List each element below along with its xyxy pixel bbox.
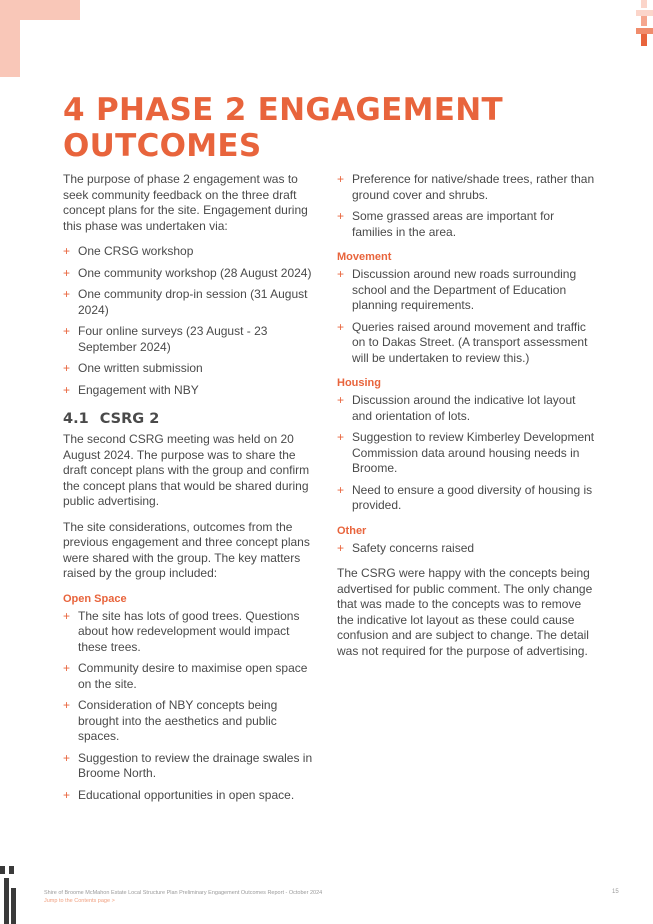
plus-bullet-icon: +: [337, 319, 345, 334]
list-item: [337, 393, 595, 424]
contents-link[interactable]: Jump to the Contents page >: [44, 898, 115, 904]
list-item: [337, 209, 595, 240]
corner-decoration-top-right: [636, 0, 653, 48]
plus-bullet-icon: +: [337, 267, 345, 281]
plus-bullet-icon: +: [63, 750, 71, 765]
plus-bullet-icon: +: [337, 172, 345, 186]
section-heading: [63, 410, 318, 428]
page-number: 15: [612, 889, 619, 895]
corner-decoration-top-left: [0, 0, 80, 77]
section-title: CSRG 2: [99, 411, 160, 427]
footer-report-title: Shire of Broome McMahon Estate Local Structure Plan Preliminary Engagement Outcomes Report - October 2024: [44, 890, 323, 896]
closing-paragraph: The CSRG were happy with the concepts being advertised for public comment. The only change that was made to the concepts was to remove the indicative lot layout as these could cause confusion and are subject to change. The detail was not required for the purpose of advertising.: [337, 566, 593, 658]
list-item: [337, 541, 595, 557]
plus-bullet-icon: +: [63, 698, 71, 712]
list-item: [63, 287, 318, 318]
list-item: [337, 430, 595, 477]
section-number: 4.1: [63, 411, 89, 427]
list-item: [337, 172, 595, 203]
list-item: [63, 751, 318, 782]
list-item: [337, 267, 595, 314]
right-column: [337, 172, 595, 669]
list-item-text: Need to ensure a good diversity of housing is provided.: [352, 482, 593, 512]
movement-heading: Movement: [337, 251, 392, 263]
list-item-text: Community desire to maximise open space on the site.: [78, 661, 308, 691]
plus-bullet-icon: +: [337, 393, 345, 407]
list-item-text: Safety concerns raised: [352, 540, 475, 555]
other-list: [337, 541, 595, 557]
open-space-list: [63, 609, 318, 804]
plus-bullet-icon: +: [63, 361, 71, 375]
list-item-text: Discussion around new roads surrounding school and the Department of Education planning requirements.: [352, 267, 577, 312]
list-item-text: Discussion around the indicative lot layout and orientation of lots.: [352, 393, 576, 423]
plus-bullet-icon: +: [337, 482, 345, 497]
plus-bullet-icon: +: [63, 244, 71, 258]
intro-paragraph: The purpose of phase 2 engagement was to seek community feedback on the three draft concept plans for the site. Engagement during this phase was undertaken via:: [63, 172, 308, 233]
list-item: [337, 320, 595, 367]
housing-heading: Housing: [337, 377, 381, 389]
plus-bullet-icon: +: [337, 209, 345, 223]
list-item: [337, 483, 595, 514]
list-item: [63, 609, 318, 656]
list-item-text: Educational opportunities in open space.: [78, 787, 295, 802]
list-item-text: Suggestion to review Kimberley Development Commission data around housing needs in Broome.: [352, 430, 595, 475]
section-paragraph-1: The second CSRG meeting was held on 20 August 2024. The purpose was to share the draft concept plans with the group and confirm the concept plans that would be shared during public advertising.: [63, 432, 310, 508]
section-paragraph-2: The site considerations, outcomes from the previous engagement and three concept plans were shared with the group. The key matters raised by the group included:: [63, 519, 310, 580]
plus-bullet-icon: +: [63, 787, 71, 802]
list-item-text: One written submission: [78, 361, 203, 375]
plus-bullet-icon: +: [63, 382, 71, 397]
footer: [44, 889, 322, 905]
plus-bullet-icon: +: [63, 324, 71, 338]
list-item-text: The site has lots of good trees. Questions about how redevelopment would impact these trees.: [78, 608, 300, 654]
engagement-list: [63, 244, 318, 398]
list-item: [63, 324, 318, 355]
list-item-text: One community workshop (28 August 2024): [78, 265, 312, 280]
list-item-text: Suggestion to review the drainage swales in Broome North.: [78, 750, 313, 780]
list-item: [63, 698, 318, 745]
open-space-list-continued: [337, 172, 595, 240]
left-column: [63, 172, 318, 813]
list-item-text: Preference for native/shade trees, rather than ground cover and shrubs.: [352, 172, 595, 202]
open-space-heading: Open Space: [63, 592, 127, 605]
corner-decoration-bottom-left: [0, 866, 18, 924]
list-item-text: Consideration of NBY concepts being brought into the aesthetics and public spaces.: [78, 698, 278, 743]
plus-bullet-icon: +: [63, 661, 71, 675]
plus-bullet-icon: +: [337, 540, 345, 555]
list-item-text: One CRSG workshop: [78, 244, 194, 258]
housing-list: [337, 393, 595, 514]
other-heading: Other: [337, 524, 367, 537]
plus-bullet-icon: +: [63, 287, 71, 301]
list-item-text: Queries raised around movement and traffic on to Dakas Street. (A transport assessment will be undertaken to review this.): [352, 319, 588, 365]
list-item: [63, 266, 318, 282]
list-item: [63, 383, 318, 399]
plus-bullet-icon: +: [63, 608, 71, 623]
list-item-text: Engagement with NBY: [78, 382, 199, 397]
list-item: [63, 661, 318, 692]
list-item-text: Four online surveys (23 August - 23 September 2024): [78, 324, 268, 354]
list-item: [63, 361, 318, 377]
page-title: 4 PHASE 2 ENGAGEMENT OUTCOMES: [63, 92, 503, 164]
list-item-text: One community drop-in session (31 August 2024): [78, 287, 308, 317]
plus-bullet-icon: +: [63, 265, 71, 280]
list-item-text: Some grassed areas are important for families in the area.: [352, 209, 555, 239]
list-item: [63, 244, 318, 260]
movement-list: [337, 267, 595, 366]
list-item: [63, 788, 318, 804]
plus-bullet-icon: +: [337, 430, 345, 444]
